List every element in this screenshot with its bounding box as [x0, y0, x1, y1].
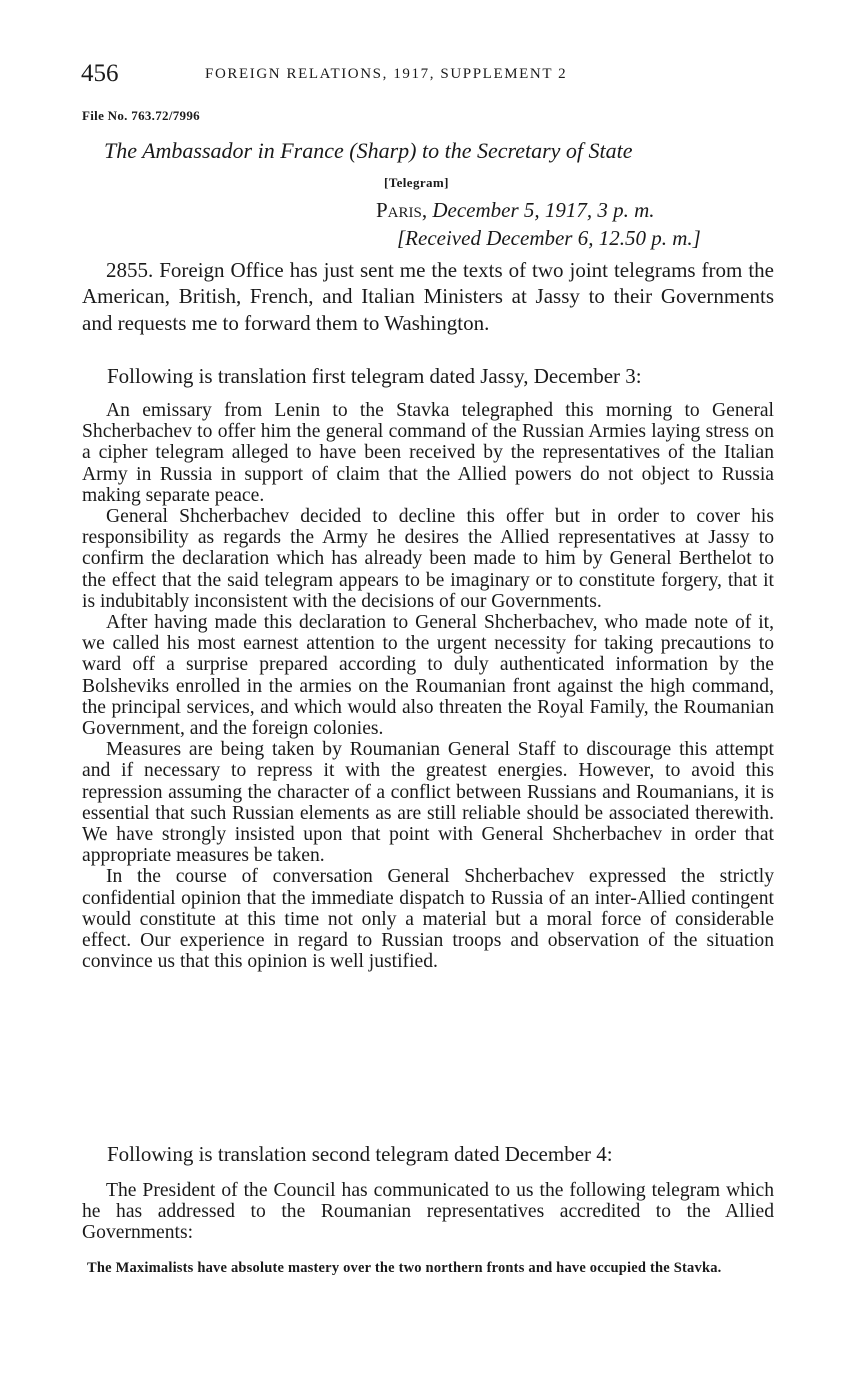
first-telegram-paragraph: General Shcherbachev decided to decline this offer but in order to cover his responsibility as regards the Army he desires the Allied representatives at Jassy to confirm the declaration which has already been made to him by General Berthelot to the effect that the said telegram appears to be imaginary or to constitute forgery, that it is indubitably inconsistent with the decisions of our Governments.: [82, 506, 774, 612]
document-title: The Ambassador in France (Sharp) to the Secretary of State: [104, 138, 633, 163]
first-telegram-paragraph: An emissary from Lenin to the Stavka telegraphed this morning to General Shcherbachev to offer him the general command of the Russian Armies laying stress on a cipher telegram alleged to have been received by the representatives of the Italian Army in Russia in support of claim that the Allied powers do not object to Russia making separate peace.: [82, 400, 774, 506]
running-title: FOREIGN RELATIONS, 1917, SUPPLEMENT 2: [205, 66, 568, 82]
first-telegram-intro: Following is translation first telegram dated Jassy, December 3:: [107, 364, 642, 388]
first-telegram-paragraph: Measures are being taken by Roumanian General Staff to discourage this attempt and if necessary to repress it with the greatest energies. However, to avoid this repression assuming the character of a conflict between Russians and Roumanians, it is essential that such Russian elements as are still reliable should be associated therewith. We have strongly insisted upon that point with General Shcherbachev in order that appropriate measures be taken.: [82, 739, 774, 867]
second-telegram-intro: Following is translation second telegram dated December 4:: [107, 1142, 613, 1166]
document-type: [Telegram]: [384, 175, 449, 190]
file-number: File No. 763.72/7996: [82, 108, 200, 123]
dateline-place: Paris,: [376, 198, 428, 222]
second-telegram-paragraph: The President of the Council has communicated to us the following telegram which he has addressed to the Roumanian representatives accredited to the Allied Governments:: [82, 1180, 774, 1244]
dateline-date: December 5, 1917, 3 p. m.: [432, 198, 655, 222]
first-telegram-paragraph: In the course of conversation General Shcherbachev expressed the strictly confidential opinion that the immediate dispatch to Russia of an inter-Allied contingent would constitute at this time not only a material but a moral force of considerable effect. Our experience in regard to Russian troops and observation of the situation convince us that this opinion is well justified.: [82, 866, 774, 973]
first-telegram-text: [82, 400, 774, 972]
second-telegram-text: [82, 1180, 774, 1244]
page-number: 456: [81, 60, 119, 87]
nested-quote: The Maximalists have absolute mastery over the two northern fronts and have occupied the Stavka.: [87, 1260, 722, 1276]
first-telegram-paragraph: After having made this declaration to General Shcherbachev, who made note of it, we called his most earnest attention to the urgent necessity for taking precautions to ward off a surprise prepared according to duly authenticated information by the Bolsheviks enrolled in the armies on the Roumanian front against the high command, the principal services, and which would also threaten the Royal Family, the Roumanian Government, and the foreign colonies.: [82, 612, 774, 740]
dateline: [376, 198, 655, 223]
received-line: [Received December 6, 12.50 p. m.]: [397, 226, 701, 250]
intro-paragraph: 2855. Foreign Office has just sent me the texts of two joint telegrams from the American, British, French, and Italian Ministers at Jassy to their Governments and requests me to forward them to Washington.: [82, 258, 774, 335]
